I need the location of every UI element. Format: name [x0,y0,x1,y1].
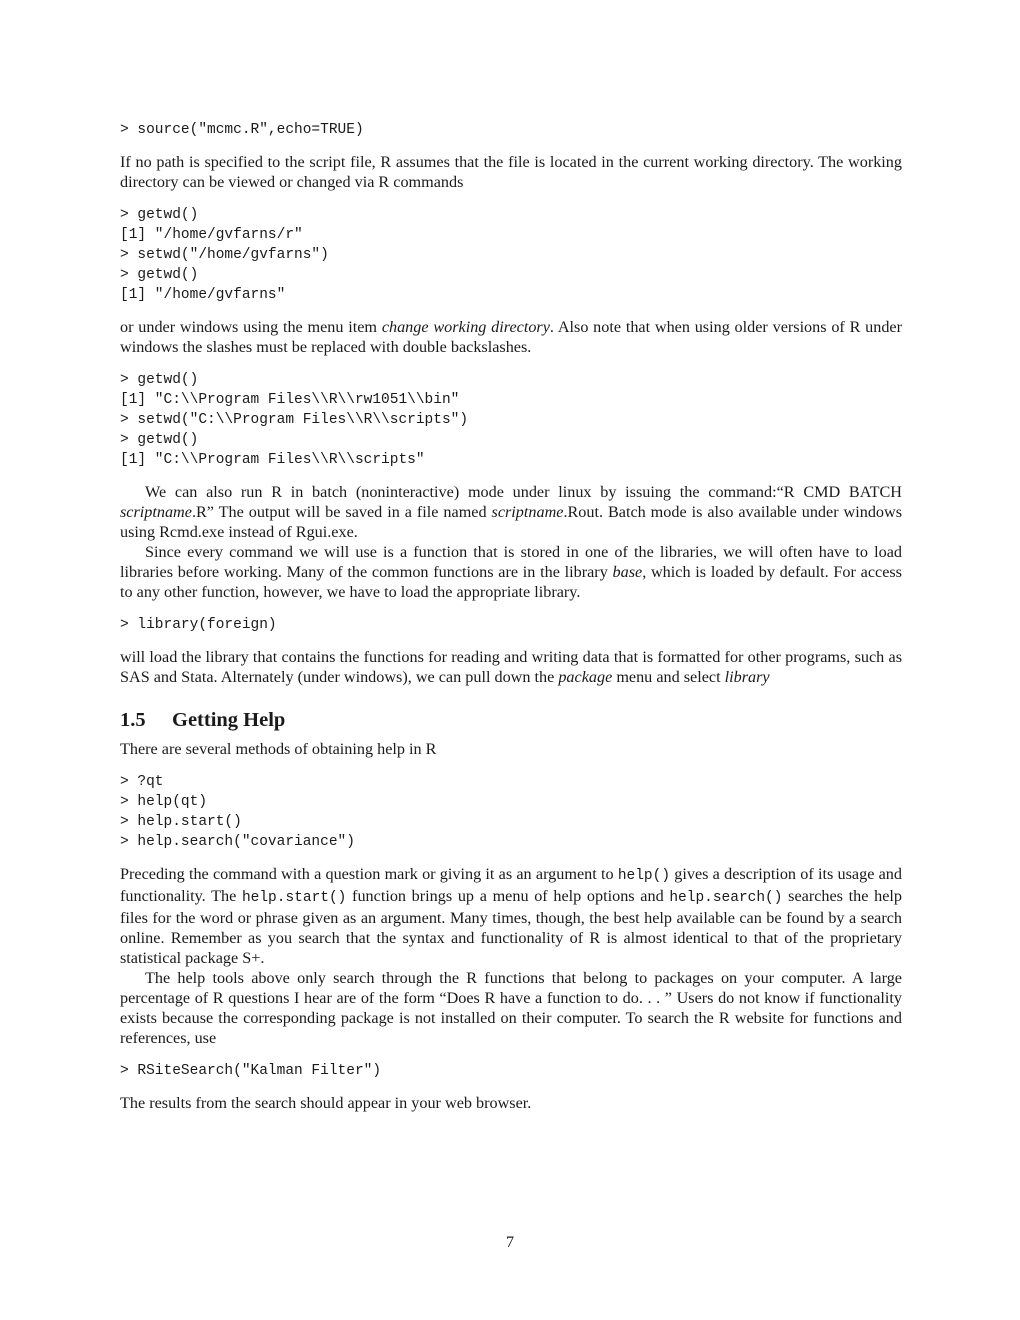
document-page [120,120,902,1113]
page-number: 7 [506,1234,514,1251]
paragraph-batch-mode: We can also run R in batch (noninteractive) mode under linux by issuing the command:“R CMD BATCH scriptname.R” The output will be saved in a file named scriptname.Rout. Batch mode is also available under windows using Rcmd.exe instead of Rgui.exe. [120,483,902,541]
paragraph-help-tools: The help tools above only search through the R functions that belong to packages on your computer. A large percentage of R questions I hear are of the form “Does R have a function to do. . . ” Users do not know if functionality exists because the corresponding package is not installed on their computer. To search the R website for functions and references, use [120,969,902,1047]
code-line: > help.start() [120,814,242,830]
code-line: > setwd("C:\\Program Files\\R\\scripts") [120,412,469,428]
code-block-library [120,615,902,635]
section-heading [120,707,902,733]
code-line: > help(qt) [120,794,208,810]
paragraph-help-description: Preceding the command with a question mark or giving it as an argument to help() gives a description of its usage and functionality. The help.start() function brings up a menu of help options and help.search() searches the help files for the word or phrase given as an argument. Many times, though, the best help available can be found by a search online. Remember as you search that the syntax and functionality of R is almost identical to that of the proprietary statistical package S+. [120,865,902,967]
section-title: Getting Help [172,709,286,731]
code-block-help [120,772,902,852]
code-line: > getwd() [120,432,199,448]
paragraph-foreign-library: will load the library that contains the functions for reading and writing data that is formatted for other programs, such as SAS and Stata. Alternately (under windows), we can pull down the package menu and select library [120,648,902,686]
paragraph-script-path: If no path is specified to the script file, R assumes that the file is located in the current working directory. The working directory can be viewed or changed via R commands [120,153,902,191]
code-line: [1] "/home/gvfarns" [120,287,286,303]
paragraph-windows-menu: or under windows using the menu item change working directory. Also note that when using older versions of R under windows the slashes must be replaced with double backslashes. [120,318,903,356]
paragraph-help-methods: There are several methods of obtaining help in R [120,740,437,758]
paragraph-libraries: Since every command we will use is a function that is stored in one of the libraries, we will often have to load libraries before working. Many of the common functions are in the library base, which is loaded by default. For access to any other function, however, we have to load the appropriate library. [120,543,902,601]
code-block-getwd-windows [120,370,902,470]
code-line: > help.search("covariance") [120,834,355,850]
code-line: > setwd("/home/gvfarns") [120,247,329,263]
code-line: > getwd() [120,207,199,223]
code-block-source [120,120,902,140]
code-line: > source("mcmc.R",echo=TRUE) [120,122,364,138]
section-number: 1.5 [120,709,146,731]
code-line: [1] "C:\\Program Files\\R\\scripts" [120,452,425,468]
code-line: > getwd() [120,372,199,388]
code-line: > library(foreign) [120,617,277,633]
code-line: [1] "C:\\Program Files\\R\\rw1051\\bin" [120,392,460,408]
code-line: > getwd() [120,267,199,283]
code-line: > RSiteSearch("Kalman Filter") [120,1063,382,1079]
code-block-rsitesearch [120,1061,902,1081]
code-line: [1] "/home/gvfarns/r" [120,227,303,243]
menu-item-name: change working directory [381,318,550,336]
paragraph-results: The results from the search should appear in your web browser. [120,1094,532,1112]
code-line: > ?qt [120,774,164,790]
code-block-getwd-linux [120,205,902,305]
